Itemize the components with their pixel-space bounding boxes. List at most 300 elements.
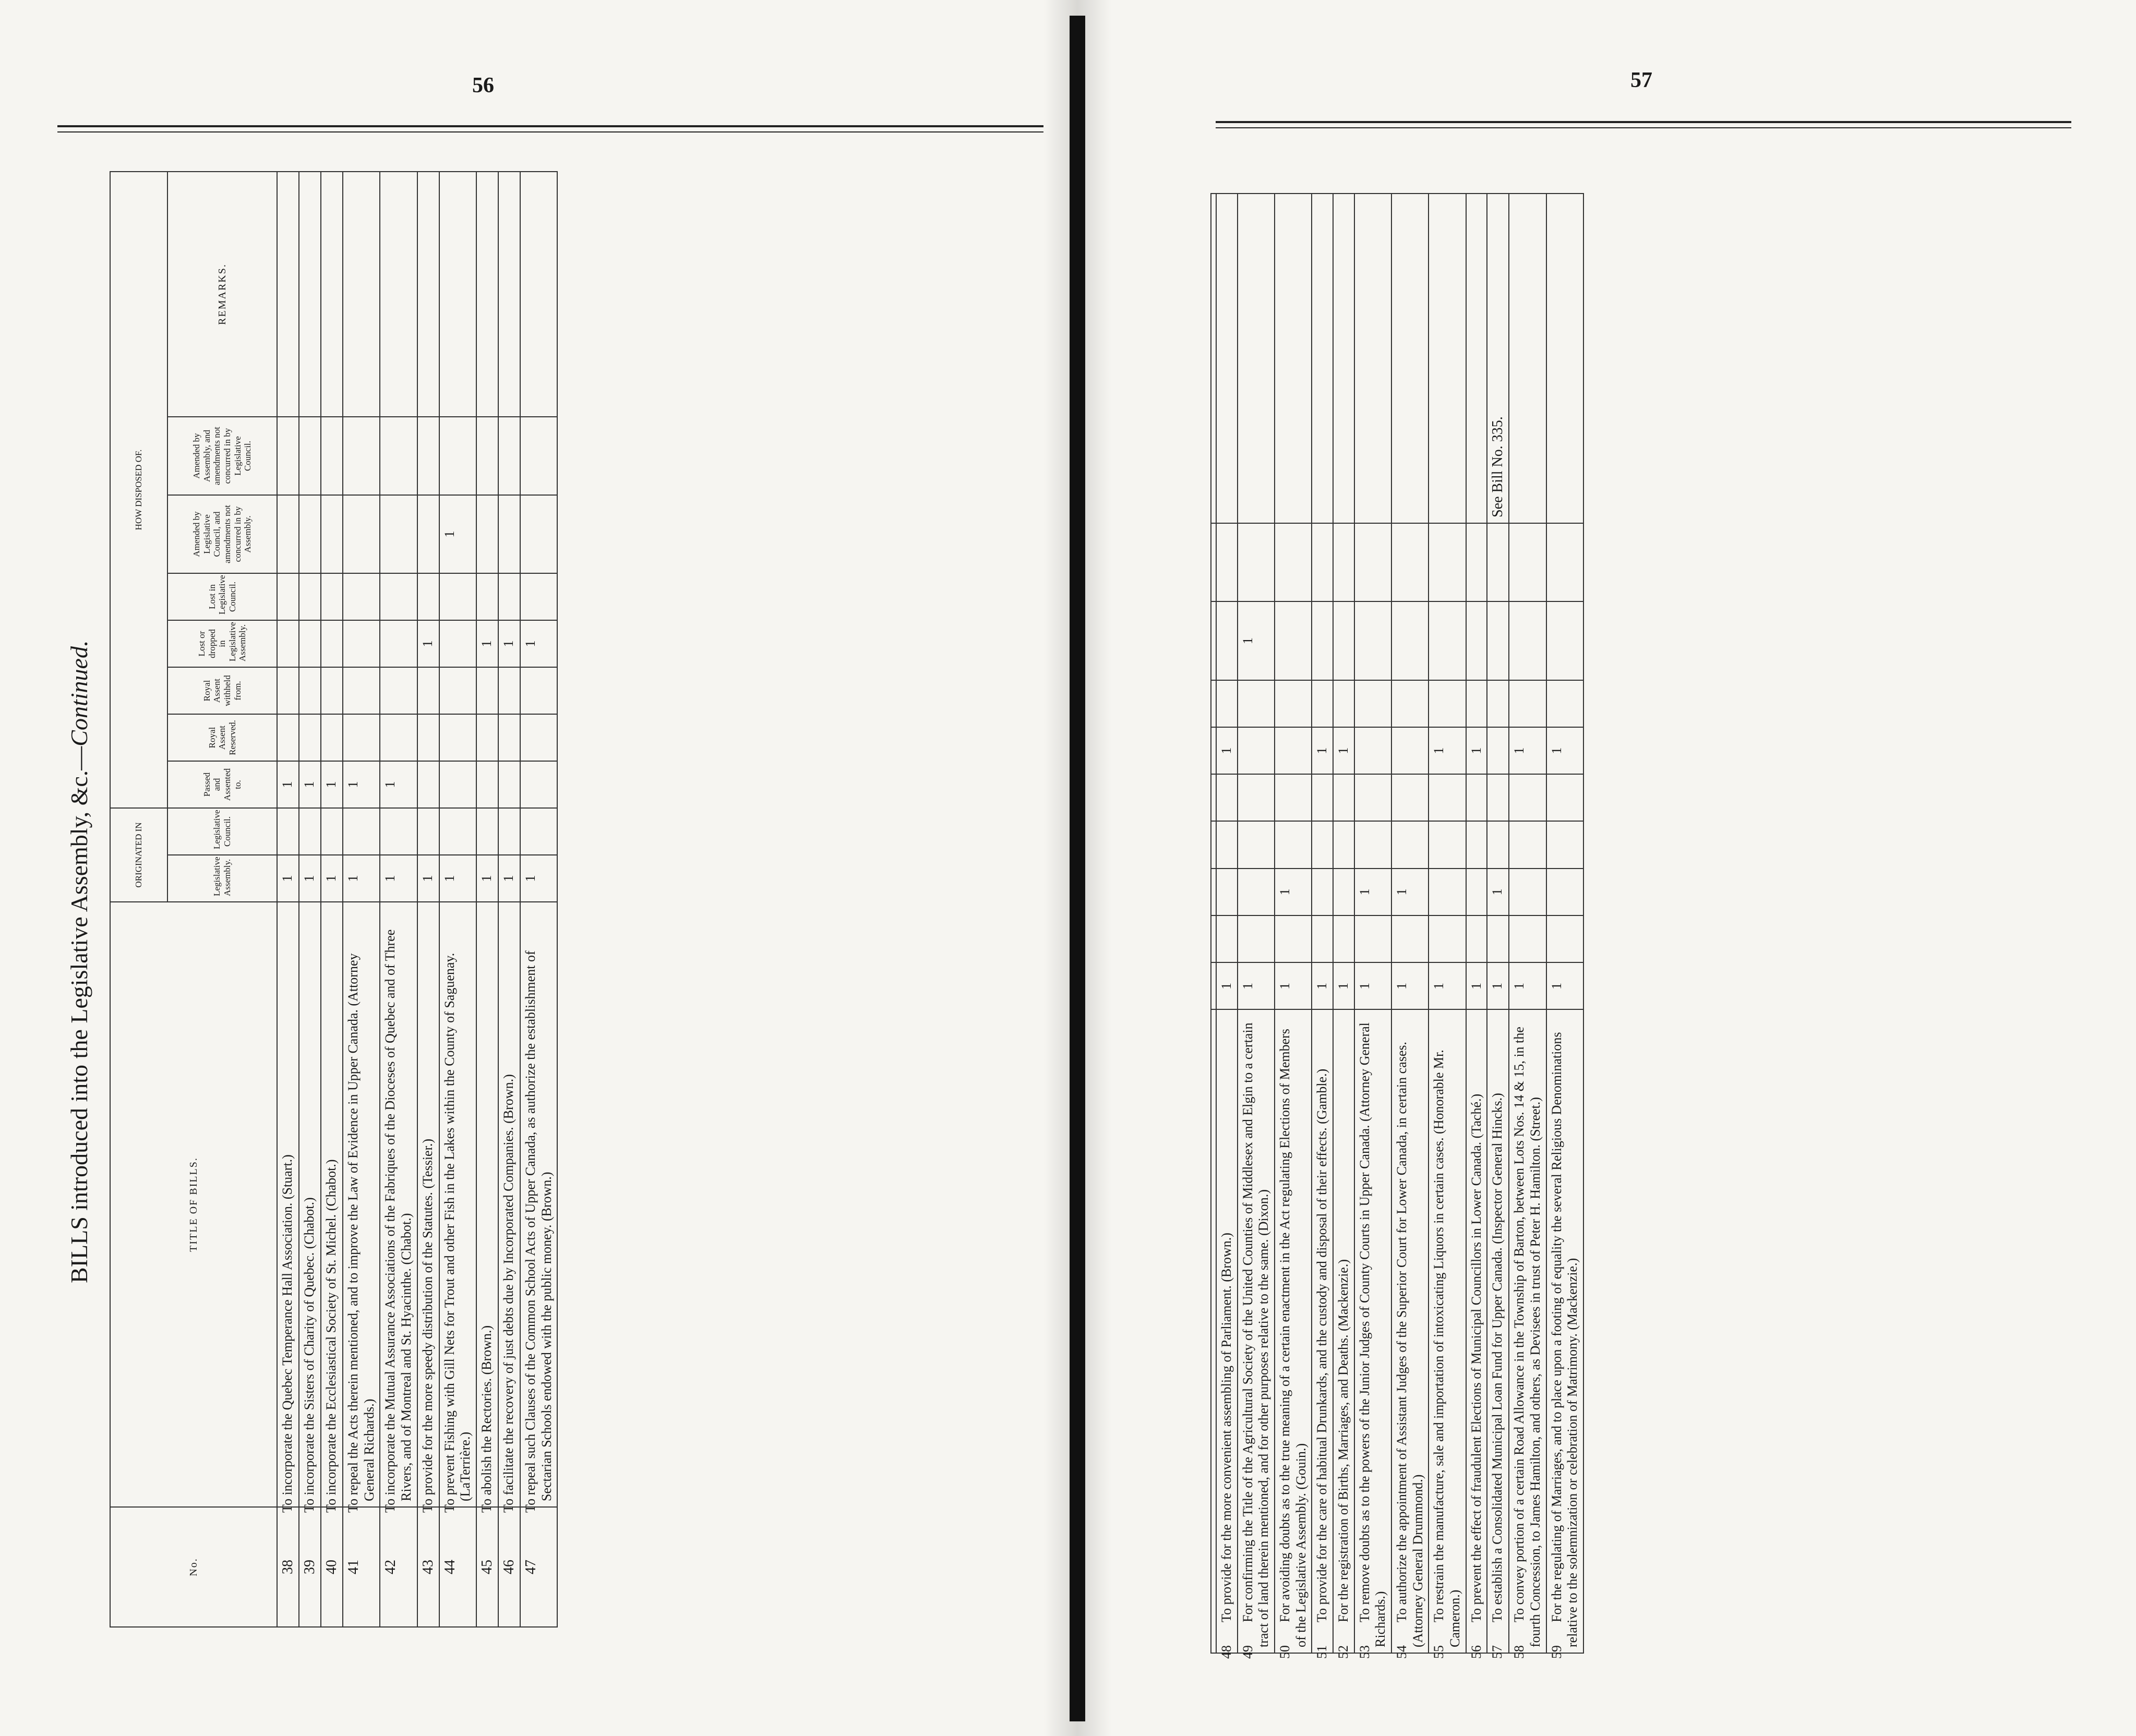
mark-council (1466, 915, 1487, 962)
mark-withheld (439, 667, 476, 714)
mark-reserved (321, 714, 343, 761)
table-row (439, 172, 476, 1627)
top-rule-left (57, 125, 1043, 127)
bill-title-text: To authorize the appointment of Assistant Judges of the Superior Court for Lower Canada, in certain cases. (Attorney General Drummond.) (1394, 1042, 1425, 1647)
mark-amend-a (1391, 523, 1429, 601)
mark-reserved (1275, 821, 1312, 868)
mark-council (277, 808, 299, 855)
bill-number: 54 (1394, 1645, 1410, 1659)
top-rule-right-thin (1216, 127, 2071, 128)
mark-amend-c (1275, 601, 1312, 680)
caption-text: BILLS introduced into the Legislative Assembly, &c.— (66, 746, 92, 1283)
mark-passed: 1 (343, 761, 380, 808)
mark-lost-c (1546, 680, 1583, 727)
mark-reserved (520, 714, 557, 761)
mark-lost-a (277, 620, 299, 667)
bill-title: To incorporate the Sisters of Charity of Quebec. (Chabot.) (299, 902, 321, 1507)
bill-number: 58 (1511, 1645, 1527, 1659)
bill-title (1466, 1009, 1487, 1659)
mark-reserved (277, 714, 299, 761)
header-title: TITLE OF BILLS. (110, 902, 277, 1507)
mark-assembly: 1 (321, 855, 343, 902)
mark-amend-c (1509, 601, 1546, 680)
bill-title (1216, 1009, 1238, 1659)
bill-title-text: For the regulating of Marriages, and to place upon a footing of equality the several Religious Denominations relative to the solemnization or celebration of Matrimony. (Mackenzie.) (1549, 1032, 1580, 1647)
bill-number: 43 (417, 1507, 439, 1627)
bill-number: 47 (520, 1507, 557, 1627)
mark-council (498, 808, 520, 855)
mark-lost-a: 1 (1333, 727, 1354, 774)
mark-lost-c (380, 573, 417, 620)
mark-council (1238, 915, 1275, 962)
bill-title-text: To convey portion of a certain Road Allowance in the Township of Barton, between Lots Nos. 14 & 15, in the fourth Concession, to James Hamilton, and others, as Devisees in trust of Peter H. Hamilton. (Street.) (1511, 1027, 1543, 1647)
mark-lost-a: 1 (1216, 727, 1238, 774)
bill-title: To prevent Fishing with Gill Nets for Trout and other Fish in the Lakes within the County of Saguenay. (LaTerrière.) (439, 902, 476, 1507)
mark-reserved (1333, 821, 1354, 868)
table-row (1216, 194, 1238, 1653)
table-row (1333, 194, 1354, 1653)
mark-lost-c (1354, 680, 1391, 727)
table-row (1275, 194, 1312, 1653)
right-spacer-8 (1211, 601, 1216, 680)
mark-assembly: 1 (1466, 962, 1487, 1009)
mark-amend-a (1238, 523, 1275, 601)
bill-number: 53 (1357, 1645, 1372, 1659)
mark-amend-a (299, 417, 321, 495)
mark-assembly: 1 (1429, 962, 1466, 1009)
mark-reserved (1354, 821, 1391, 868)
mark-lost-c (299, 573, 321, 620)
mark-passed (439, 761, 476, 808)
bill-number: 56 (1468, 1645, 1484, 1659)
mark-passed (498, 761, 520, 808)
mark-reserved (343, 714, 380, 761)
mark-amend-a (1546, 523, 1583, 601)
mark-lost-c (1487, 680, 1509, 727)
mark-passed: 1 (299, 761, 321, 808)
mark-reserved (1216, 821, 1238, 868)
bill-number: 59 (1549, 1645, 1564, 1659)
header-originated: ORIGINATED IN (110, 808, 167, 902)
bill-number: 45 (476, 1507, 498, 1627)
mark-council (417, 808, 439, 855)
bill-number: 52 (1336, 1645, 1351, 1659)
bill-title (1238, 1009, 1275, 1659)
mark-lost-c (277, 573, 299, 620)
table-row (1487, 194, 1509, 1653)
mark-amend-c (1312, 601, 1333, 680)
mark-lost-c (498, 573, 520, 620)
header-amended-assembly: Amended by Assembly, and amendments not concurred in by Legislative Council. (167, 417, 277, 495)
mark-reserved (417, 714, 439, 761)
right-spacer-7 (1211, 680, 1216, 727)
mark-reserved (439, 714, 476, 761)
bill-title-text: For confirming the Title of the Agricultural Society of the United Counties of Middlesex and Elgin to a certain tract of land therein mentioned, and for other purposes relative to the same. (Dixon.) (1240, 1022, 1271, 1647)
mark-passed (1216, 869, 1238, 915)
bill-remarks (1546, 194, 1583, 523)
table-row (299, 172, 321, 1627)
mark-amend-c (1354, 601, 1391, 680)
bill-remarks (1275, 194, 1312, 523)
book-spine (1070, 16, 1085, 1721)
page-number-right: 57 (1630, 68, 1652, 92)
mark-withheld (1509, 774, 1546, 821)
mark-amend-a (476, 417, 498, 495)
bill-number: 55 (1431, 1645, 1447, 1659)
mark-passed (1429, 869, 1466, 915)
right-spacer-1 (1211, 962, 1216, 1009)
table-row (1546, 194, 1583, 1653)
right-spacer-10 (1211, 194, 1216, 523)
mark-lost-a: 1 (1466, 727, 1487, 774)
right-spacer-4 (1211, 821, 1216, 868)
mark-passed: 1 (1487, 869, 1509, 915)
right-spacer-5 (1211, 774, 1216, 821)
bill-remarks (1391, 194, 1429, 523)
bill-remarks (1333, 194, 1354, 523)
mark-reserved (299, 714, 321, 761)
mark-assembly: 1 (1238, 962, 1275, 1009)
table-row (321, 172, 343, 1627)
mark-assembly: 1 (1391, 962, 1429, 1009)
mark-reserved (1509, 821, 1546, 868)
bill-remarks (343, 172, 380, 417)
mark-amend-c (476, 495, 498, 573)
mark-lost-c (1333, 680, 1354, 727)
bill-title-text: For avoiding doubts as to the true meaning of a certain enactment in the Act regulating Elections of Members of the Legislative Assembly. (Gouin.) (1277, 1029, 1309, 1647)
mark-amend-c (321, 495, 343, 573)
table-caption (65, 641, 93, 1283)
mark-lost-c (1275, 680, 1312, 727)
bill-title-text: For the registration of Births, Marriages, and Deaths. (Mackenzie.) (1336, 1259, 1351, 1622)
mark-lost-a: 1 (476, 620, 498, 667)
table-row (520, 172, 557, 1627)
bill-number: 49 (1240, 1645, 1255, 1659)
mark-amend-c (1429, 601, 1466, 680)
bill-title: To incorporate the Quebec Temperance Hall Association. (Stuart.) (277, 902, 299, 1507)
mark-reserved (1466, 821, 1487, 868)
mark-lost-a (343, 620, 380, 667)
mark-passed: 1 (380, 761, 417, 808)
mark-amend-a (1275, 523, 1312, 601)
bill-title (1333, 1009, 1354, 1659)
bill-remarks (417, 172, 439, 417)
bill-number: 50 (1277, 1645, 1293, 1659)
table-row (1391, 194, 1429, 1653)
mark-reserved (1238, 821, 1275, 868)
mark-assembly: 1 (1333, 962, 1354, 1009)
mark-withheld (1333, 774, 1354, 821)
mark-withheld (1275, 774, 1312, 821)
bill-title-text: To provide for the more convenient assembling of Parliament. (Brown.) (1219, 1233, 1234, 1622)
bill-title (1275, 1009, 1312, 1659)
mark-lost-c (1216, 680, 1238, 727)
bill-remarks (520, 172, 557, 417)
bill-title: To incorporate the Ecclesiastical Society of St. Michel. (Chabot.) (321, 902, 343, 1507)
mark-reserved (1312, 821, 1333, 868)
mark-passed: 1 (321, 761, 343, 808)
mark-reserved (1487, 821, 1509, 868)
bill-number: 42 (380, 1507, 417, 1627)
mark-amend-a (520, 417, 557, 495)
mark-assembly: 1 (1312, 962, 1333, 1009)
table-row (1354, 194, 1391, 1653)
mark-assembly: 1 (520, 855, 557, 902)
mark-lost-c (343, 573, 380, 620)
header-withheld: Royal Assent withheld from. (167, 667, 277, 714)
mark-lost-a: 1 (1312, 727, 1333, 774)
mark-passed: 1 (1275, 869, 1312, 915)
bill-title: To repeal the Acts therein mentioned, and to improve the Law of Evidence in Upper Canada. (Attorney General Richards.) (343, 902, 380, 1507)
bill-title (1391, 1009, 1429, 1659)
mark-lost-a: 1 (1509, 727, 1546, 774)
mark-passed (1546, 869, 1583, 915)
mark-lost-c (417, 573, 439, 620)
mark-amend-a (1487, 523, 1509, 601)
mark-lost-c (1312, 680, 1333, 727)
right-spacer-3 (1211, 869, 1216, 915)
mark-withheld (343, 667, 380, 714)
mark-amend-c (1546, 601, 1583, 680)
mark-assembly: 1 (498, 855, 520, 902)
mark-lost-c (439, 573, 476, 620)
table-row (380, 172, 417, 1627)
mark-amend-c: 1 (1238, 601, 1275, 680)
right-spacer-title (1211, 1009, 1216, 1653)
bill-remarks: See Bill No. 335. (1487, 194, 1509, 523)
mark-lost-c (1429, 680, 1466, 727)
mark-lost-a: 1 (1429, 727, 1466, 774)
mark-withheld (1429, 774, 1466, 821)
mark-council (1333, 915, 1354, 962)
mark-lost-c (1466, 680, 1487, 727)
bill-number: 57 (1490, 1645, 1505, 1659)
top-rule-right (1216, 121, 2071, 123)
mark-lost-a (299, 620, 321, 667)
header-leg-assembly: Legislative Assembly. (167, 855, 277, 902)
bill-title (1509, 1009, 1546, 1659)
mark-assembly: 1 (299, 855, 321, 902)
mark-council (343, 808, 380, 855)
mark-council (1354, 915, 1391, 962)
table-row (1312, 194, 1333, 1653)
mark-council (1391, 915, 1429, 962)
mark-amend-c (1216, 601, 1238, 680)
bill-number: 48 (1219, 1645, 1234, 1659)
mark-assembly: 1 (1216, 962, 1238, 1009)
mark-amend-c (380, 495, 417, 573)
table-row (476, 172, 498, 1627)
bill-remarks (1429, 194, 1466, 523)
bill-title-text: To establish a Consolidated Municipal Loan Fund for Upper Canada. (Inspector General Hincks.) (1490, 1093, 1505, 1622)
mark-amend-c (1466, 601, 1487, 680)
mark-assembly: 1 (1546, 962, 1583, 1009)
mark-amend-a (1216, 523, 1238, 601)
mark-reserved (380, 714, 417, 761)
mark-withheld (520, 667, 557, 714)
header-lost-council: Lost in Legislative Council. (167, 573, 277, 620)
mark-withheld (1238, 774, 1275, 821)
mark-council (380, 808, 417, 855)
mark-withheld (1312, 774, 1333, 821)
bill-title-text: To provide for the care of habitual Drunkards, and the custody and disposal of their effects. (Gamble.) (1314, 1068, 1330, 1622)
mark-assembly: 1 (439, 855, 476, 902)
header-reserved: Royal Assent Reserved. (167, 714, 277, 761)
table-row (1466, 194, 1487, 1653)
mark-reserved (1429, 821, 1466, 868)
left-page-table (110, 171, 558, 1628)
mark-lost-a: 1 (417, 620, 439, 667)
mark-lost-a (1487, 727, 1509, 774)
mark-amend-c: 1 (439, 495, 476, 573)
table-row (417, 172, 439, 1627)
bill-remarks (1312, 194, 1333, 523)
bill-remarks (1216, 194, 1238, 523)
mark-council (1312, 915, 1333, 962)
header-leg-council: Legislative Council. (167, 808, 277, 855)
mark-passed (417, 761, 439, 808)
mark-reserved (498, 714, 520, 761)
mark-amend-c (277, 495, 299, 573)
mark-amend-c (343, 495, 380, 573)
mark-amend-c (1487, 601, 1509, 680)
mark-assembly: 1 (1354, 962, 1391, 1009)
header-amended-council: Amended by Legislative Council, and amendments not concurred in by Assembly. (167, 495, 277, 573)
table-row (343, 172, 380, 1627)
bill-title (1487, 1009, 1509, 1659)
caption-continued: Continued. (66, 640, 92, 746)
mark-council (321, 808, 343, 855)
mark-amend-c (1333, 601, 1354, 680)
mark-amend-c (417, 495, 439, 573)
mark-lost-a (439, 620, 476, 667)
mark-lost-a (1354, 727, 1391, 774)
table-row (1429, 194, 1466, 1653)
mark-withheld (1487, 774, 1509, 821)
mark-amend-c (299, 495, 321, 573)
mark-assembly: 1 (1487, 962, 1509, 1009)
bill-title-text: To remove doubts as to the powers of the Junior Judges of County Courts in Upper Canada. (Attorney General Richards.) (1357, 1022, 1388, 1647)
mark-withheld (1391, 774, 1429, 821)
mark-lost-c (476, 573, 498, 620)
mark-council (1509, 915, 1546, 962)
bill-title (1546, 1009, 1583, 1659)
bill-number: 44 (439, 1507, 476, 1627)
mark-amend-c (520, 495, 557, 573)
mark-amend-a (1312, 523, 1333, 601)
mark-amend-a (498, 417, 520, 495)
bill-title (1354, 1009, 1391, 1659)
mark-amend-a (1333, 523, 1354, 601)
bill-remarks (476, 172, 498, 417)
mark-withheld (299, 667, 321, 714)
mark-withheld (417, 667, 439, 714)
mark-council (476, 808, 498, 855)
mark-amend-a (1354, 523, 1391, 601)
mark-lost-c (321, 573, 343, 620)
bill-remarks (277, 172, 299, 417)
bill-remarks (498, 172, 520, 417)
mark-withheld (380, 667, 417, 714)
mark-lost-a: 1 (520, 620, 557, 667)
header-how-disposed: HOW DISPOSED OF. (110, 172, 167, 808)
mark-council (439, 808, 476, 855)
bill-remarks (1238, 194, 1275, 523)
mark-withheld (1546, 774, 1583, 821)
mark-lost-a: 1 (1546, 727, 1583, 774)
mark-reserved (1546, 821, 1583, 868)
mark-withheld (498, 667, 520, 714)
bill-title: To abolish the Rectories. (Brown.) (476, 902, 498, 1507)
mark-council (299, 808, 321, 855)
page-number-left: 56 (472, 74, 494, 98)
mark-assembly: 1 (1509, 962, 1546, 1009)
mark-council (1429, 915, 1466, 962)
mark-passed (476, 761, 498, 808)
top-rule-left-thin (57, 131, 1043, 132)
mark-passed: 1 (277, 761, 299, 808)
table-row (498, 172, 520, 1627)
bill-title (1429, 1009, 1466, 1659)
mark-passed: 1 (1391, 869, 1429, 915)
right-spacer-9 (1211, 523, 1216, 601)
mark-amend-c (1391, 601, 1429, 680)
bill-title: To provide for the more speedy distribution of the Statutes. (Tessier.) (417, 902, 439, 1507)
bill-number: 41 (343, 1507, 380, 1627)
mark-assembly: 1 (343, 855, 380, 902)
mark-amend-c (498, 495, 520, 573)
mark-withheld (476, 667, 498, 714)
mark-passed (1466, 869, 1487, 915)
bill-title-text: To restrain the manufacture, sale and importation of intoxicating Liquors in certain cases. (Honorable Mr. Cameron.) (1431, 1050, 1463, 1647)
table-row (1238, 194, 1275, 1653)
mark-reserved (476, 714, 498, 761)
mark-amend-a (1466, 523, 1487, 601)
table-row (277, 172, 299, 1627)
bill-number: 51 (1314, 1645, 1330, 1659)
right-spacer-2 (1211, 915, 1216, 962)
mark-withheld (1354, 774, 1391, 821)
right-page-table (1210, 193, 1584, 1659)
mark-amend-a (277, 417, 299, 495)
mark-lost-c (1391, 680, 1429, 727)
mark-passed (1333, 869, 1354, 915)
mark-council (1275, 915, 1312, 962)
mark-assembly: 1 (277, 855, 299, 902)
bill-number: 46 (498, 1507, 520, 1627)
header-passed: Passed and Assented to. (167, 761, 277, 808)
right-spacer-6 (1211, 727, 1216, 774)
bill-remarks (321, 172, 343, 417)
mark-lost-c (1509, 680, 1546, 727)
mark-council (1487, 915, 1509, 962)
mark-lost-c (1238, 680, 1275, 727)
mark-lost-c (520, 573, 557, 620)
mark-lost-a: 1 (498, 620, 520, 667)
mark-assembly: 1 (417, 855, 439, 902)
bill-remarks (299, 172, 321, 417)
bill-title-text: To prevent the effect of fraudulent Elections of Municipal Councillors in Lower Canada. (Taché.) (1468, 1093, 1484, 1622)
mark-assembly: 1 (1275, 962, 1312, 1009)
bill-title: To repeal such Clauses of the Common School Acts of Upper Canada, as authorize the establishment of Sectarian Schools endowed with the public money. (Brown.) (520, 902, 557, 1507)
header-remarks: REMARKS. (167, 172, 277, 417)
mark-passed (520, 761, 557, 808)
mark-lost-a (380, 620, 417, 667)
mark-council (520, 808, 557, 855)
bill-number: 38 (277, 1507, 299, 1627)
bill-number: 40 (321, 1507, 343, 1627)
mark-assembly: 1 (380, 855, 417, 902)
